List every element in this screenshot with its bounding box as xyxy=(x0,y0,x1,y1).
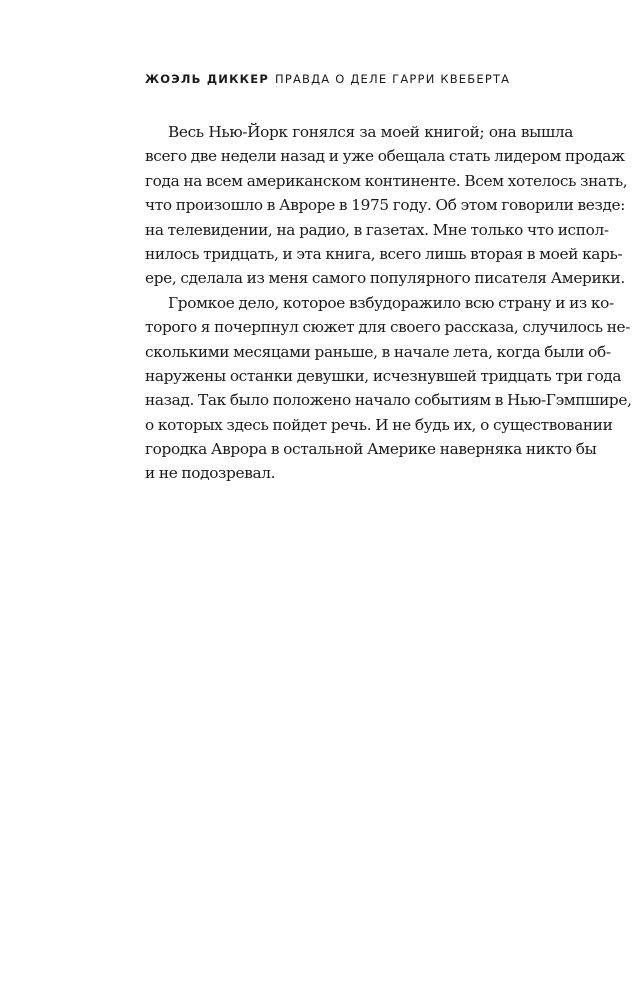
running-head-author: ЖОЭЛЬ ДИККЕР xyxy=(145,72,269,86)
text-line: о которых здесь пойдет речь. И не будь их, о существовании xyxy=(145,415,613,434)
text-line: на телевидении, на радио, в газетах. Мне только что испол- xyxy=(145,220,609,239)
text-line: всего две недели назад и уже обещала стать лидером продаж xyxy=(145,147,625,166)
text-line: что произошло в Авроре в 1975 году. Об этом говорили везде: xyxy=(145,196,626,215)
running-head xyxy=(145,71,585,87)
text-line: и не подозревал. xyxy=(145,464,276,483)
running-head-title: ПРАВДА О ДЕЛЕ ГАРРИ КВЕБЕРТА xyxy=(274,72,511,86)
text-line: назад. Так было положено начало событиям в Нью-Гэмпшире, xyxy=(145,391,632,410)
text-line: наружены останки девушки, исчезнувшей тридцать три года xyxy=(145,366,622,385)
paragraph xyxy=(145,291,632,486)
text-line: года на всем американском континенте. Всем хотелось знать, xyxy=(145,171,628,190)
text-line: Громкое дело, которое взбудоражило всю страну и из ко- xyxy=(168,293,614,312)
paragraph xyxy=(145,120,628,291)
text-line: городка Аврора в остальной Америке наверняка никто бы xyxy=(145,440,597,459)
text-line: нилось тридцать, и эта книга, всего лишь вторая в моей карь- xyxy=(145,244,623,263)
text-line: торого я почерпнул сюжет для своего рассказа, случилось не- xyxy=(145,318,631,337)
text-line: ере, сделала из меня самого популярного писателя Америки. xyxy=(145,269,625,288)
text-line: сколькими месяцами раньше, в начале лета, когда были об- xyxy=(145,342,611,361)
text-line: Весь Нью-Йорк гонялся за моей книгой; она вышла xyxy=(168,123,573,141)
body-text xyxy=(145,120,632,486)
